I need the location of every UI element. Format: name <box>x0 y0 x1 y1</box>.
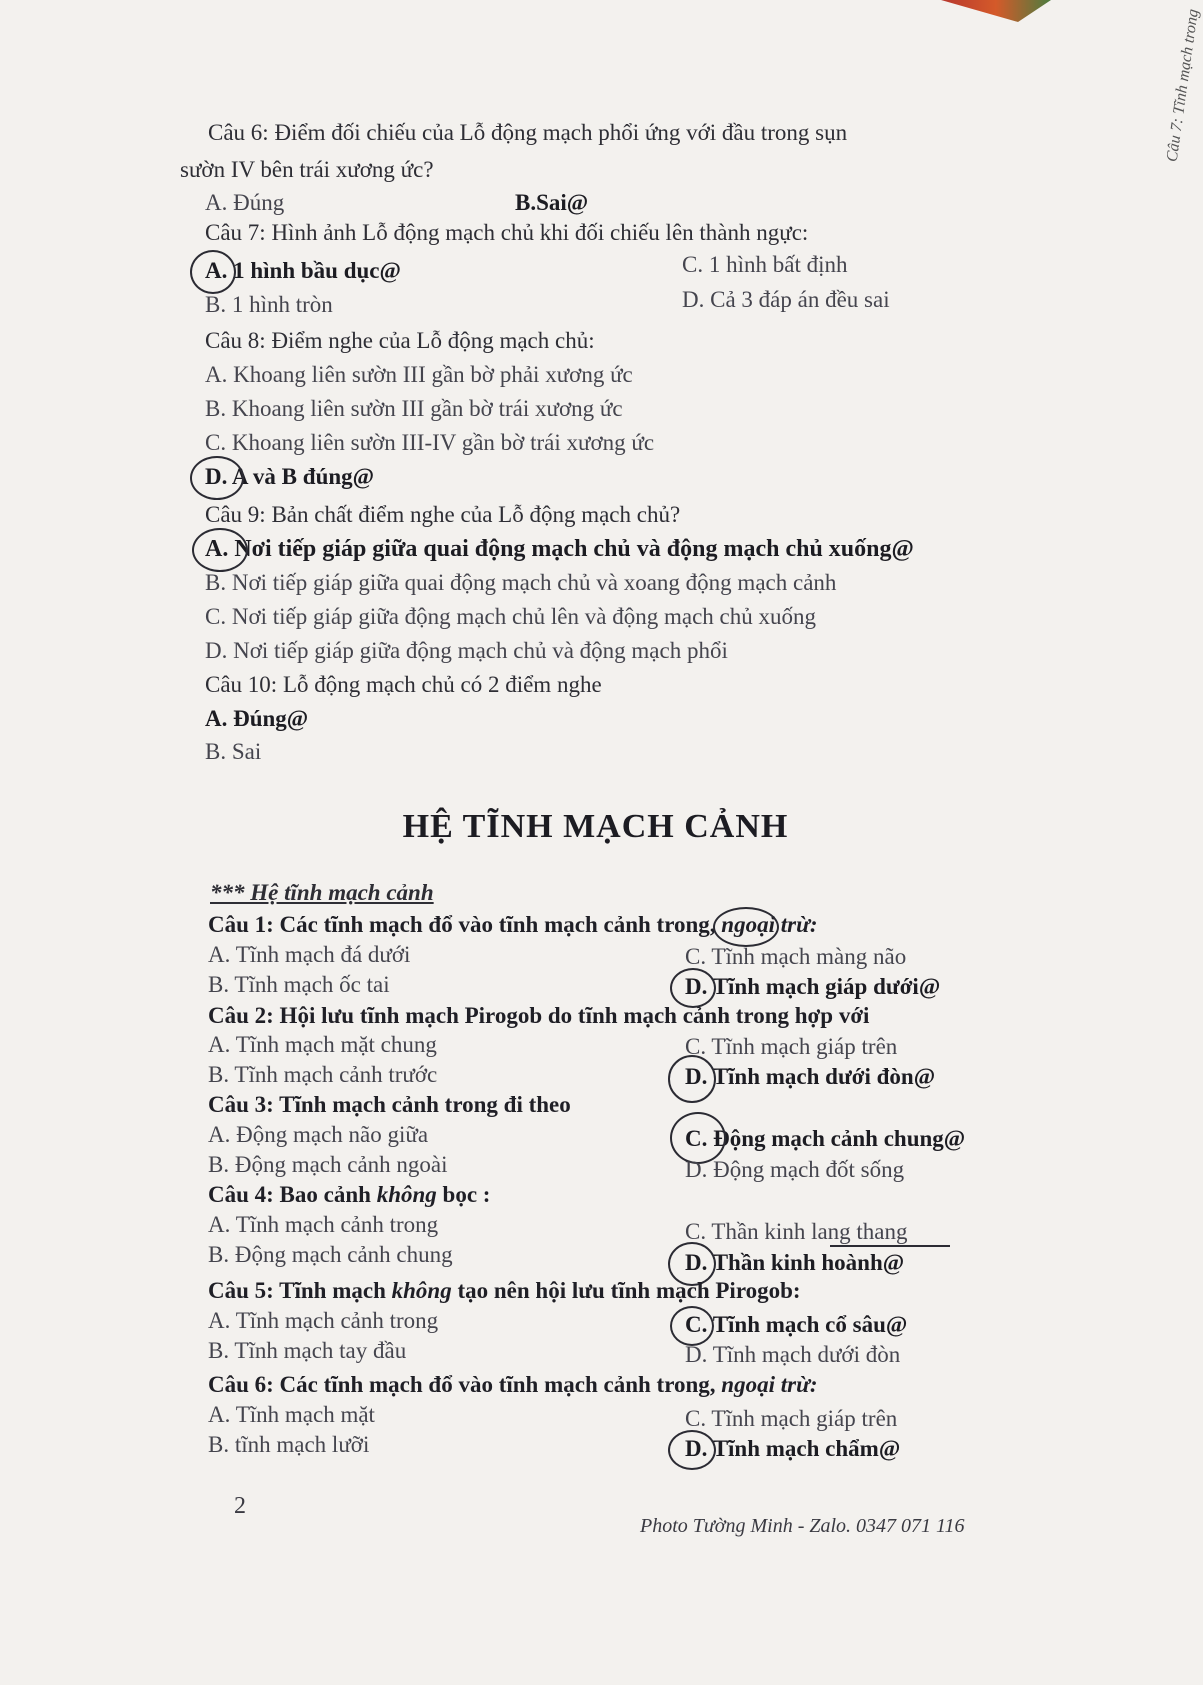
p2-q6-option-c: C. Tĩnh mạch giáp trên <box>685 1406 898 1431</box>
p2-q6-italic: ngoại trừ: <box>721 1372 818 1397</box>
p2-q4-option-d-answer: D. Thần kinh hoành@ <box>685 1250 905 1275</box>
question-6-text: Câu 6: Điểm đối chiếu của Lỗ động mạch phổi ứng với đầu trong sụn <box>208 120 848 145</box>
p2-q4-italic: không <box>376 1182 437 1207</box>
q8-option-c: C. Khoang liên sườn III-IV gần bờ trái xương ức <box>205 430 655 455</box>
q9-option-c: C. Nơi tiếp giáp giữa động mạch chủ lên và động mạch chủ xuống <box>205 604 816 629</box>
p2-q5-end: tạo nên hội lưu tĩnh mạch Pirogob: <box>457 1278 801 1303</box>
p2-q1-option-a: A. Tĩnh mạch đá dưới <box>208 942 411 967</box>
q7-option-d: D. Cả 3 đáp án đều sai <box>682 287 890 312</box>
p2-q4-option-b: B. Động mạch cảnh chung <box>208 1242 453 1267</box>
p2-q6-option-a: A. Tĩnh mạch mặt <box>208 1402 375 1427</box>
q8-option-b: B. Khoang liên sườn III gần bờ trái xương ức <box>205 396 623 421</box>
q7-option-a-answer: A. 1 hình bầu dục@ <box>205 258 401 283</box>
p2-question-3-text: Câu 3: Tĩnh mạch cảnh trong đi theo <box>208 1092 571 1117</box>
p2-question-5-text <box>208 1276 801 1306</box>
p2-q3-option-c-answer: C. Động mạch cảnh chung@ <box>685 1126 966 1151</box>
q9-option-b: B. Nơi tiếp giáp giữa quai động mạch chủ và xoang động mạch cảnh <box>205 570 837 595</box>
q10-option-a-answer: A. Đúng@ <box>205 706 309 731</box>
q7-option-c: C. 1 hình bất định <box>682 252 848 277</box>
p2-q3-option-a: A. Động mạch não giữa <box>208 1122 429 1147</box>
question-10-text: Câu 10: Lỗ động mạch chủ có 2 điểm nghe <box>205 672 602 697</box>
footer-credit: Photo Tường Minh - Zalo. 0347 071 116 <box>640 1515 965 1537</box>
p2-q5-option-d: D. Tĩnh mạch dưới đòn <box>685 1342 901 1367</box>
p2-q5-option-a: A. Tĩnh mạch cảnh trong <box>208 1308 439 1333</box>
p2-q2-option-b: B. Tĩnh mạch cảnh trước <box>208 1062 438 1087</box>
p2-q1-text: Câu 1: Các tĩnh mạch đổ vào tĩnh mạch cảnh trong, <box>208 912 716 937</box>
q6-option-b-answer: B.Sai@ <box>515 190 589 215</box>
p2-q1-italic: ngoại trừ: <box>721 912 818 937</box>
p2-question-2-text: Câu 2: Hội lưu tĩnh mạch Pirogob do tĩnh mạch cảnh trong hợp với <box>208 1003 870 1028</box>
q8-option-d-answer: D. A và B đúng@ <box>205 464 375 489</box>
q9-option-d: D. Nơi tiếp giáp giữa động mạch chủ và động mạch phổi <box>205 638 728 663</box>
p2-q1-option-c: C. Tĩnh mạch màng não <box>685 944 907 969</box>
p2-q2-option-d-answer: D. Tĩnh mạch dưới đòn@ <box>685 1064 936 1089</box>
question-6-text-cont: sườn IV bên trái xương ức? <box>180 157 434 182</box>
p2-q5-option-b: B. Tĩnh mạch tay đầu <box>208 1338 407 1363</box>
question-8-text: Câu 8: Điểm nghe của Lỗ động mạch chủ: <box>205 328 595 353</box>
p2-question-1-text <box>208 910 818 940</box>
q9-option-a-answer: A. Nơi tiếp giáp giữa quai động mạch chủ và động mạch chủ xuống@ <box>205 536 914 562</box>
p2-q5-option-c-answer: C. Tĩnh mạch cổ sâu@ <box>685 1312 908 1337</box>
p2-q4-option-c: C. Thần kinh lang thang <box>685 1219 908 1244</box>
cover-corner-graphic <box>941 0 1051 22</box>
p2-q6-text: Câu 6: Các tĩnh mạch đổ vào tĩnh mạch cảnh trong, <box>208 1372 716 1397</box>
p2-q4-end: bọc : <box>442 1182 491 1207</box>
p2-q5-text: Câu 5: Tĩnh mạch <box>208 1278 386 1303</box>
question-7-text: Câu 7: Hình ảnh Lỗ động mạch chủ khi đối chiếu lên thành ngực: <box>205 220 809 245</box>
page-number: 2 <box>234 1493 246 1519</box>
section-title: HỆ TĨNH MẠCH CẢNH <box>402 808 789 845</box>
q6-option-a: A. Đúng <box>205 190 285 215</box>
p2-q4-option-a: A. Tĩnh mạch cảnh trong <box>208 1212 439 1237</box>
p2-q2-option-c: C. Tĩnh mạch giáp trên <box>685 1034 898 1059</box>
q7-option-b: B. 1 hình tròn <box>205 292 333 317</box>
p2-question-6-text <box>208 1370 818 1400</box>
handwritten-underline <box>830 1245 950 1247</box>
p2-q2-option-a: A. Tĩnh mạch mặt chung <box>208 1032 437 1057</box>
question-9-text: Câu 9: Bản chất điểm nghe của Lỗ động mạch chủ? <box>205 502 681 527</box>
section-subtitle: *** Hệ tĩnh mạch cảnh <box>210 880 434 905</box>
side-margin-text: Câu 7: Tĩnh mạch trong <box>1163 8 1202 163</box>
p2-q4-text: Câu 4: Bao cảnh <box>208 1182 371 1207</box>
p2-q5-italic: không <box>391 1278 452 1303</box>
p2-q3-option-b: B. Động mạch cảnh ngoài <box>208 1152 448 1177</box>
q8-option-a: A. Khoang liên sườn III gần bờ phải xương ức <box>205 362 633 387</box>
p2-q1-option-d-answer: D. Tĩnh mạch giáp dưới@ <box>685 974 941 999</box>
p2-question-4-text <box>208 1180 490 1210</box>
p2-q3-option-d: D. Động mạch đốt sống <box>685 1157 905 1182</box>
p2-q6-option-d-answer: D. Tĩnh mạch chẩm@ <box>685 1436 901 1461</box>
p2-q6-option-b: B. tĩnh mạch lưỡi <box>208 1432 370 1457</box>
p2-q1-option-b: B. Tĩnh mạch ốc tai <box>208 972 390 997</box>
q10-option-b: B. Sai <box>205 739 262 764</box>
